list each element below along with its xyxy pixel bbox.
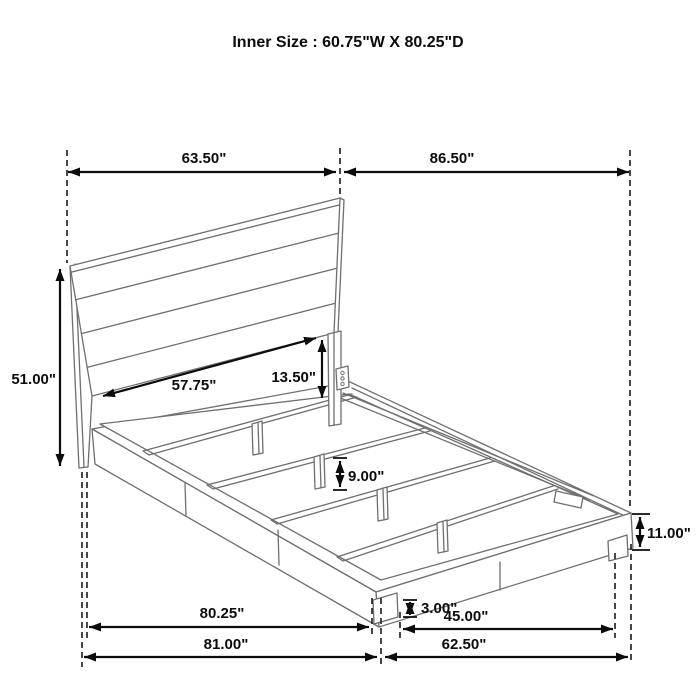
bed-frame-platform <box>92 382 633 627</box>
dim-label-headboard-span: 63.50" <box>181 150 227 167</box>
dim-frame-span <box>344 150 629 172</box>
dim-headboard-span <box>68 150 336 172</box>
dim-label-inner-depth: 80.25" <box>199 605 245 622</box>
dim-label-frame-span: 86.50" <box>429 150 475 167</box>
dim-frame-side-height <box>632 514 691 550</box>
dim-label-slat-leg-height: 9.00" <box>348 468 385 485</box>
diagram-title: Inner Size : 60.75"W X 80.25"D <box>232 34 464 51</box>
dim-outer-depth <box>84 636 377 657</box>
rail-bracket <box>336 366 349 390</box>
dim-outer-width <box>385 636 628 657</box>
dim-label-headboard-height: 51.00" <box>11 371 56 388</box>
dim-headboard-height <box>11 269 60 466</box>
dim-label-headboard-inner-width: 57.75" <box>171 377 217 394</box>
dim-label-base-clearance: 3.00" <box>421 600 458 617</box>
dim-label-headboard-clearance: 13.50" <box>271 369 316 386</box>
dim-label-footboard-width: 45.00" <box>443 608 489 625</box>
dim-label-frame-side-height: 11.00" <box>647 525 691 542</box>
headboard-panel <box>70 198 340 396</box>
dim-inner-depth <box>89 605 369 627</box>
dim-label-outer-width: 62.50" <box>441 636 487 653</box>
dim-label-outer-depth: 81.00" <box>203 636 249 653</box>
